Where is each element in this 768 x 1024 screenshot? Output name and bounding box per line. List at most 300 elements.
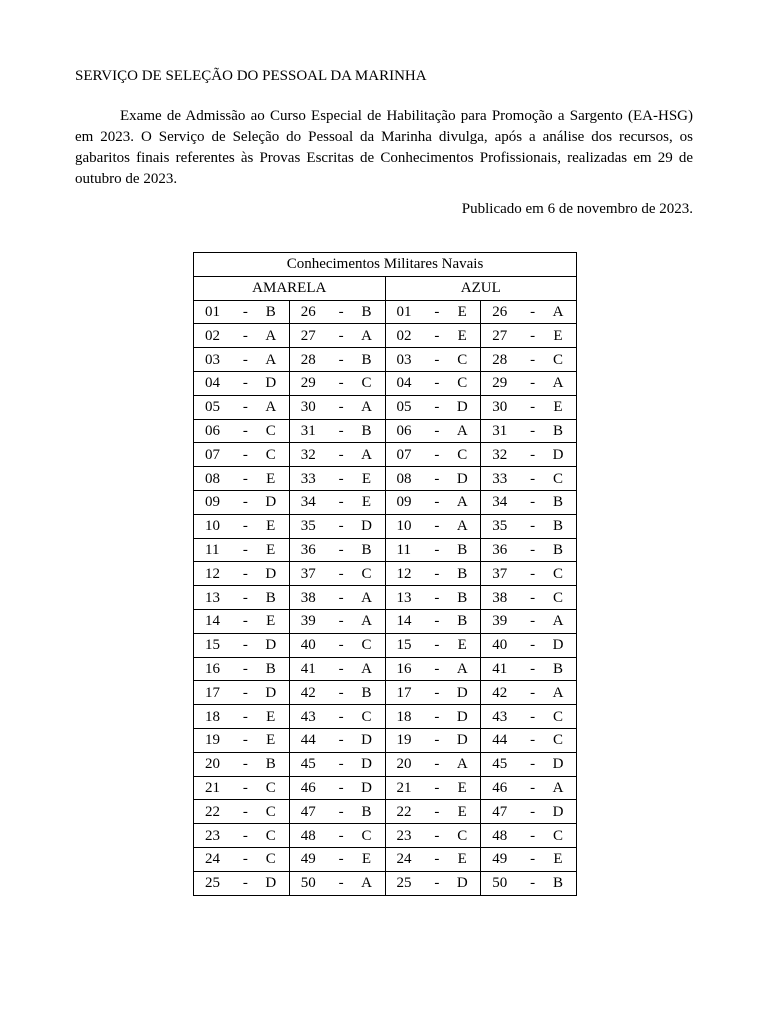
question-number: 31 [300, 422, 316, 439]
question-number: 18 [396, 708, 412, 725]
separator-dash: - [434, 779, 440, 796]
answer-cell [385, 443, 481, 467]
question-number: 48 [300, 827, 316, 844]
answer-letter: D [361, 732, 372, 749]
answer-cell [194, 419, 290, 443]
answer-letter: C [552, 351, 563, 368]
answer-entry [194, 634, 289, 656]
question-number: 34 [300, 494, 316, 511]
separator-dash: - [434, 684, 440, 701]
answer-letter: A [361, 613, 372, 630]
table-row [194, 752, 577, 776]
answer-cell [289, 443, 385, 467]
separator-dash: - [530, 399, 536, 416]
answer-letter: C [361, 565, 372, 582]
answer-letter: E [553, 327, 563, 344]
answer-letter: D [552, 446, 564, 463]
answer-entry [386, 444, 481, 466]
question-number: 39 [300, 613, 316, 630]
answer-entry [194, 729, 289, 751]
separator-dash: - [242, 375, 248, 392]
answer-letter: B [361, 541, 372, 558]
question-number: 50 [300, 875, 316, 892]
separator-dash: - [338, 303, 344, 320]
answer-cell [194, 847, 290, 871]
table-row [194, 681, 577, 705]
separator-dash: - [434, 613, 440, 630]
separator-dash: - [530, 637, 536, 654]
question-number: 01 [205, 303, 220, 320]
answer-letter: C [552, 565, 563, 582]
answer-entry [194, 706, 289, 728]
separator-dash: - [530, 827, 536, 844]
answer-letter: B [457, 613, 468, 630]
answer-entry [386, 801, 481, 823]
answer-entry [386, 396, 481, 418]
answer-letter: B [552, 875, 563, 892]
answer-cell [481, 633, 577, 657]
question-number: 06 [396, 422, 412, 439]
answer-cell [385, 728, 481, 752]
answer-letter: B [457, 565, 468, 582]
answer-key-body [194, 300, 577, 895]
question-number: 07 [396, 446, 412, 463]
separator-dash: - [242, 875, 248, 892]
answer-entry [481, 658, 576, 680]
answer-letter: D [265, 637, 277, 654]
answer-cell [385, 657, 481, 681]
question-number: 21 [205, 779, 220, 796]
separator-dash: - [530, 518, 536, 535]
separator-dash: - [434, 399, 440, 416]
separator-dash: - [242, 351, 248, 368]
answer-cell [481, 871, 577, 895]
answer-entry [290, 325, 385, 347]
answer-letter: D [552, 756, 564, 773]
question-number: 26 [492, 303, 508, 320]
answer-entry [194, 468, 289, 490]
question-number: 49 [300, 851, 316, 868]
answer-letter: A [456, 756, 468, 773]
answer-cell [194, 562, 290, 586]
answer-letter: E [266, 708, 276, 725]
separator-dash: - [434, 851, 440, 868]
answer-letter: C [361, 708, 372, 725]
separator-dash: - [242, 827, 248, 844]
question-number: 47 [492, 803, 508, 820]
separator-dash: - [242, 613, 248, 630]
table-row [194, 633, 577, 657]
answer-cell [481, 657, 577, 681]
answer-entry [194, 349, 289, 371]
separator-dash: - [242, 541, 248, 558]
question-number: 02 [205, 327, 220, 344]
separator-dash: - [338, 779, 344, 796]
answer-cell [289, 348, 385, 372]
answer-cell [194, 371, 290, 395]
separator-dash: - [434, 422, 440, 439]
answer-entry [481, 515, 576, 537]
answer-cell [481, 371, 577, 395]
answer-letter: E [457, 803, 467, 820]
answer-entry [194, 610, 289, 632]
answer-cell [385, 324, 481, 348]
answer-entry [481, 729, 576, 751]
answer-entry [481, 825, 576, 847]
separator-dash: - [434, 518, 440, 535]
answer-entry [481, 801, 576, 823]
answer-letter: C [552, 708, 563, 725]
answer-letter: B [361, 351, 372, 368]
answer-cell [385, 871, 481, 895]
answer-entry [290, 396, 385, 418]
question-number: 11 [396, 541, 411, 558]
answer-cell [385, 538, 481, 562]
answer-entry [386, 515, 481, 537]
answer-letter: E [457, 303, 467, 320]
table-row [194, 371, 577, 395]
question-number: 22 [396, 803, 412, 820]
answer-cell [289, 847, 385, 871]
answer-entry [386, 491, 481, 513]
answer-cell [481, 800, 577, 824]
answer-cell [194, 324, 290, 348]
separator-dash: - [338, 518, 344, 535]
answer-letter: A [361, 875, 372, 892]
separator-dash: - [434, 541, 440, 558]
separator-dash: - [242, 684, 248, 701]
answer-cell [481, 467, 577, 491]
answer-cell [481, 562, 577, 586]
answer-entry [481, 587, 576, 609]
answer-entry [481, 325, 576, 347]
separator-dash: - [434, 589, 440, 606]
answer-letter: D [456, 399, 468, 416]
separator-dash: - [434, 875, 440, 892]
answer-cell [289, 586, 385, 610]
answer-entry [386, 872, 481, 894]
group-header-azul: AZUL [385, 276, 577, 300]
question-number: 21 [396, 779, 412, 796]
answer-entry [194, 753, 289, 775]
question-number: 16 [205, 660, 220, 677]
answer-cell [289, 300, 385, 324]
question-number: 24 [205, 851, 220, 868]
table-row [194, 871, 577, 895]
answer-entry [386, 325, 481, 347]
answer-letter: B [457, 589, 468, 606]
intro-paragraph: Exame de Admissão ao Curso Especial de Habilitação para Promoção a Sargento (EA-HSG) em 2023. O Serviço de Seleção do Pessoal da Marinha divulga, após a análise dos recursos, os gabaritos finais referentes às Provas Escritas de Conhecimentos Profissionais, realizadas em 29 de outubro de 2023. [75, 108, 693, 187]
answer-cell [194, 705, 290, 729]
table-row [194, 300, 577, 324]
answer-letter: A [552, 684, 564, 701]
answer-cell [481, 443, 577, 467]
table-title-row [194, 253, 577, 277]
answer-entry [194, 491, 289, 513]
answer-letter: C [457, 375, 468, 392]
answer-entry [290, 372, 385, 394]
question-number: 14 [205, 613, 220, 630]
separator-dash: - [530, 851, 536, 868]
answer-cell [194, 776, 290, 800]
answer-letter: D [361, 779, 372, 796]
question-number: 20 [205, 756, 220, 773]
answer-entry [290, 349, 385, 371]
table-row [194, 514, 577, 538]
question-number: 12 [205, 565, 220, 582]
answer-letter: B [457, 541, 468, 558]
question-number: 08 [396, 470, 412, 487]
answer-cell [481, 728, 577, 752]
answer-letter: D [456, 732, 468, 749]
separator-dash: - [434, 375, 440, 392]
answer-cell [385, 800, 481, 824]
answer-entry [386, 682, 481, 704]
answer-cell [385, 681, 481, 705]
separator-dash: - [242, 422, 248, 439]
answer-cell [289, 395, 385, 419]
answer-letter: E [457, 637, 467, 654]
answer-letter: A [456, 518, 468, 535]
answer-entry [194, 801, 289, 823]
question-number: 28 [300, 351, 316, 368]
answer-letter: D [456, 875, 468, 892]
answer-cell [481, 514, 577, 538]
answer-letter: B [361, 803, 372, 820]
answer-entry [194, 658, 289, 680]
question-number: 37 [300, 565, 316, 582]
answer-entry [386, 539, 481, 561]
answer-cell [194, 300, 290, 324]
table-row [194, 562, 577, 586]
separator-dash: - [242, 851, 248, 868]
answer-cell [289, 705, 385, 729]
answer-entry [290, 301, 385, 323]
table-row [194, 824, 577, 848]
separator-dash: - [530, 375, 536, 392]
question-number: 30 [300, 399, 316, 416]
answer-entry [386, 706, 481, 728]
question-number: 17 [205, 684, 220, 701]
answer-cell [289, 728, 385, 752]
answer-cell [289, 657, 385, 681]
table-row [194, 443, 577, 467]
answer-entry [481, 753, 576, 775]
answer-entry [194, 325, 289, 347]
answer-letter: B [552, 518, 563, 535]
question-number: 20 [396, 756, 412, 773]
answer-cell [385, 467, 481, 491]
answer-entry [481, 539, 576, 561]
question-number: 19 [396, 732, 412, 749]
answer-cell [194, 586, 290, 610]
question-number: 45 [492, 756, 508, 773]
answer-entry [290, 753, 385, 775]
answer-entry [386, 753, 481, 775]
separator-dash: - [338, 637, 344, 654]
separator-dash: - [242, 779, 248, 796]
answer-cell [289, 776, 385, 800]
answer-entry [386, 372, 481, 394]
table-row [194, 728, 577, 752]
answer-cell [289, 467, 385, 491]
question-number: 01 [396, 303, 412, 320]
answer-letter: D [456, 684, 468, 701]
answer-cell [385, 847, 481, 871]
question-number: 41 [492, 660, 508, 677]
table-row [194, 490, 577, 514]
question-number: 25 [396, 875, 412, 892]
separator-dash: - [530, 756, 536, 773]
question-number: 09 [396, 494, 412, 511]
answer-entry [290, 848, 385, 870]
table-row [194, 324, 577, 348]
separator-dash: - [434, 494, 440, 511]
separator-dash: - [530, 613, 536, 630]
answer-letter: E [553, 851, 563, 868]
separator-dash: - [434, 827, 440, 844]
answer-cell [194, 633, 290, 657]
question-number: 32 [300, 446, 316, 463]
answer-letter: C [265, 446, 276, 463]
separator-dash: - [434, 303, 440, 320]
answer-entry [194, 301, 289, 323]
answer-letter: E [266, 541, 276, 558]
question-number: 40 [492, 637, 508, 654]
answer-entry [290, 468, 385, 490]
answer-entry [481, 396, 576, 418]
separator-dash: - [338, 708, 344, 725]
question-number: 38 [300, 589, 316, 606]
answer-letter: C [457, 351, 468, 368]
answer-cell [385, 586, 481, 610]
separator-dash: - [530, 470, 536, 487]
separator-dash: - [338, 851, 344, 868]
question-number: 23 [396, 827, 412, 844]
answer-letter: A [552, 779, 564, 796]
separator-dash: - [434, 660, 440, 677]
answer-letter: E [361, 470, 372, 487]
question-number: 17 [396, 684, 412, 701]
question-number: 40 [300, 637, 316, 654]
question-number: 45 [300, 756, 316, 773]
question-number: 15 [205, 637, 220, 654]
group-header-amarela: AMARELA [194, 276, 386, 300]
answer-entry [194, 872, 289, 894]
separator-dash: - [530, 732, 536, 749]
question-number: 32 [492, 446, 508, 463]
separator-dash: - [338, 732, 344, 749]
question-number: 10 [396, 518, 412, 535]
separator-dash: - [530, 660, 536, 677]
answer-cell [289, 609, 385, 633]
separator-dash: - [338, 351, 344, 368]
table-row [194, 467, 577, 491]
answer-cell [385, 348, 481, 372]
answer-entry [194, 563, 289, 585]
separator-dash: - [434, 470, 440, 487]
answer-letter: E [266, 732, 276, 749]
answer-cell [481, 705, 577, 729]
document-heading: SERVIÇO DE SELEÇÃO DO PESSOAL DA MARINHA [75, 68, 427, 84]
separator-dash: - [242, 756, 248, 773]
separator-dash: - [530, 589, 536, 606]
separator-dash: - [242, 803, 248, 820]
answer-letter: B [265, 756, 276, 773]
separator-dash: - [530, 541, 536, 558]
question-number: 30 [492, 399, 508, 416]
answer-cell [194, 514, 290, 538]
answer-entry [386, 610, 481, 632]
answer-cell [289, 633, 385, 657]
answer-letter: C [457, 446, 468, 463]
answer-entry [194, 515, 289, 537]
answer-letter: B [361, 303, 372, 320]
table-row [194, 800, 577, 824]
answer-letter: D [265, 375, 277, 392]
answer-cell [385, 514, 481, 538]
separator-dash: - [242, 732, 248, 749]
separator-dash: - [338, 565, 344, 582]
answer-letter: A [361, 589, 372, 606]
answer-cell [481, 609, 577, 633]
answer-cell [194, 490, 290, 514]
answer-cell [194, 443, 290, 467]
answer-entry [481, 563, 576, 585]
answer-cell [289, 800, 385, 824]
answer-letter: E [457, 851, 467, 868]
answer-entry [290, 420, 385, 442]
separator-dash: - [242, 399, 248, 416]
separator-dash: - [434, 756, 440, 773]
answer-entry [194, 587, 289, 609]
separator-dash: - [530, 494, 536, 511]
answer-letter: C [361, 375, 372, 392]
table-title: Conhecimentos Militares Navais [194, 253, 577, 277]
answer-cell [385, 300, 481, 324]
question-number: 26 [300, 303, 316, 320]
answer-cell [385, 752, 481, 776]
answer-cell [194, 609, 290, 633]
answer-entry [290, 491, 385, 513]
question-number: 09 [205, 494, 220, 511]
answer-entry [194, 444, 289, 466]
answer-cell [194, 752, 290, 776]
answer-entry [290, 444, 385, 466]
answer-entry [290, 706, 385, 728]
answer-letter: B [361, 422, 372, 439]
question-number: 04 [396, 375, 412, 392]
separator-dash: - [434, 803, 440, 820]
table-row [194, 847, 577, 871]
separator-dash: - [242, 494, 248, 511]
answer-letter: D [265, 875, 277, 892]
answer-cell [385, 371, 481, 395]
answer-entry [194, 825, 289, 847]
separator-dash: - [530, 446, 536, 463]
separator-dash: - [338, 399, 344, 416]
answer-cell [194, 681, 290, 705]
answer-entry [290, 658, 385, 680]
question-number: 39 [492, 613, 508, 630]
separator-dash: - [242, 470, 248, 487]
answer-letter: A [552, 303, 564, 320]
separator-dash: - [434, 327, 440, 344]
separator-dash: - [530, 708, 536, 725]
question-number: 18 [205, 708, 220, 725]
answer-cell [481, 348, 577, 372]
answer-entry [386, 563, 481, 585]
